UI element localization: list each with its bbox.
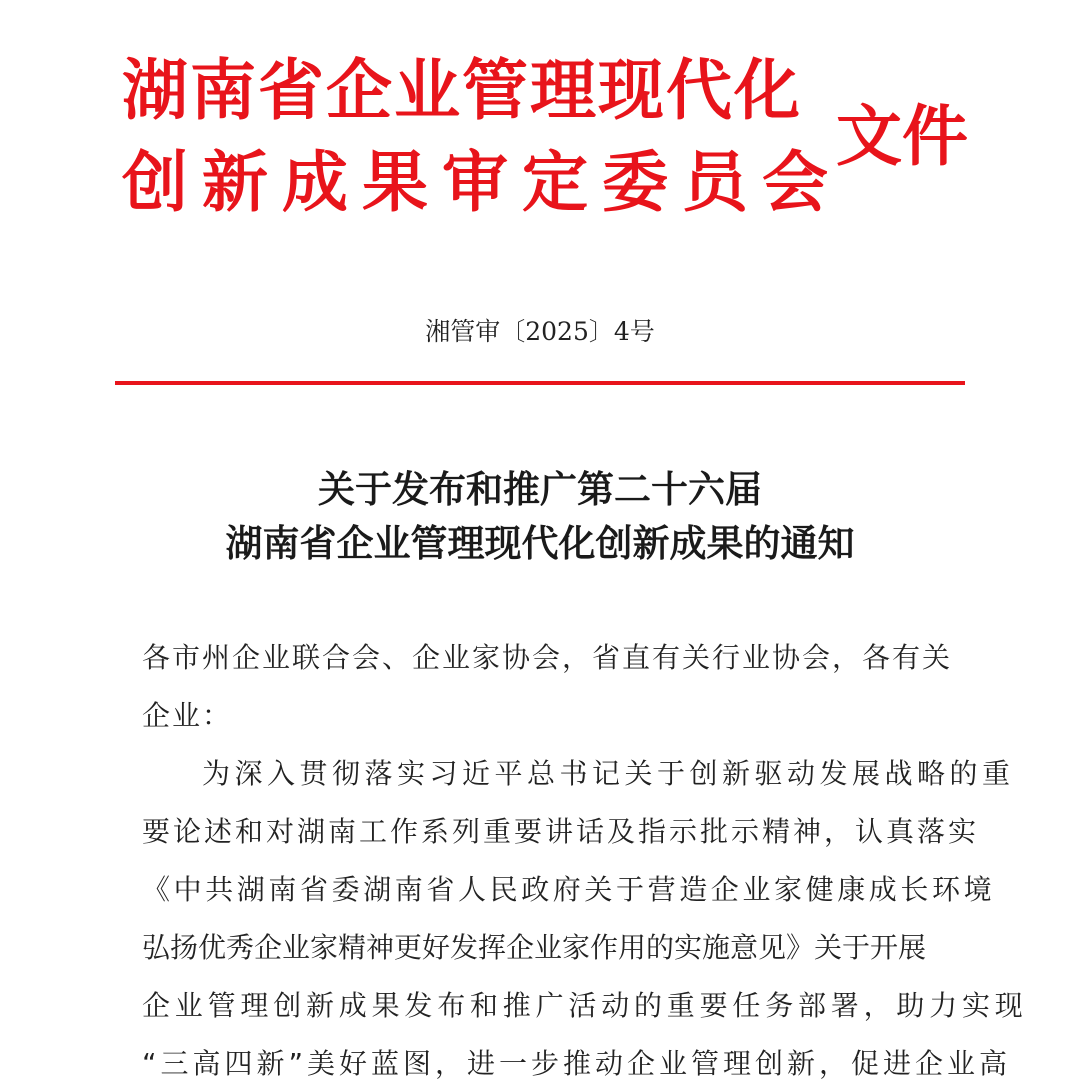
salutation-line-2: 企业： [142, 699, 233, 732]
red-divider-rule [115, 381, 965, 385]
paragraph-line-1: 为深入贯彻落实习近平总书记关于创新驱动发展战略的重 [202, 757, 1015, 790]
salutation-line-1: 各市州企业联合会、企业家协会，省直有关行业协会，各有关 [142, 641, 953, 674]
body-paragraph [142, 745, 1028, 1080]
paragraph-line-3: 《中共湖南省委湖南省人民政府关于营造企业家健康成长环境 [142, 873, 996, 906]
paragraph-line-2: 要论述和对湖南工作系列重要讲话及指示批示精神，认真落实 [142, 815, 980, 848]
notice-title [0, 462, 1080, 570]
notice-title-line-2: 湖南省企业管理现代化创新成果的通知 [225, 521, 855, 565]
paragraph-line-5: 企业管理创新成果发布和推广活动的重要任务部署，助力实现 [142, 989, 1028, 1022]
masthead-org-line-2: 创新成果审定委员会 [122, 143, 842, 221]
notice-title-line-1: 关于发布和推广第二十六届 [318, 467, 762, 511]
masthead-suffix: 文件 [836, 97, 968, 175]
masthead-org-line-1: 湖南省企业管理现代化 [122, 51, 802, 129]
paragraph-line-4: 弘扬优秀企业家精神更好发挥企业家作用的实施意见》关于开展 [142, 931, 927, 964]
paragraph-line-6: “三高四新”美好蓝图，进一步推动企业管理创新，促进企业高 [142, 1047, 1012, 1080]
document-number: 湘管审〔2025〕4号 [425, 317, 655, 346]
salutation [142, 629, 953, 745]
